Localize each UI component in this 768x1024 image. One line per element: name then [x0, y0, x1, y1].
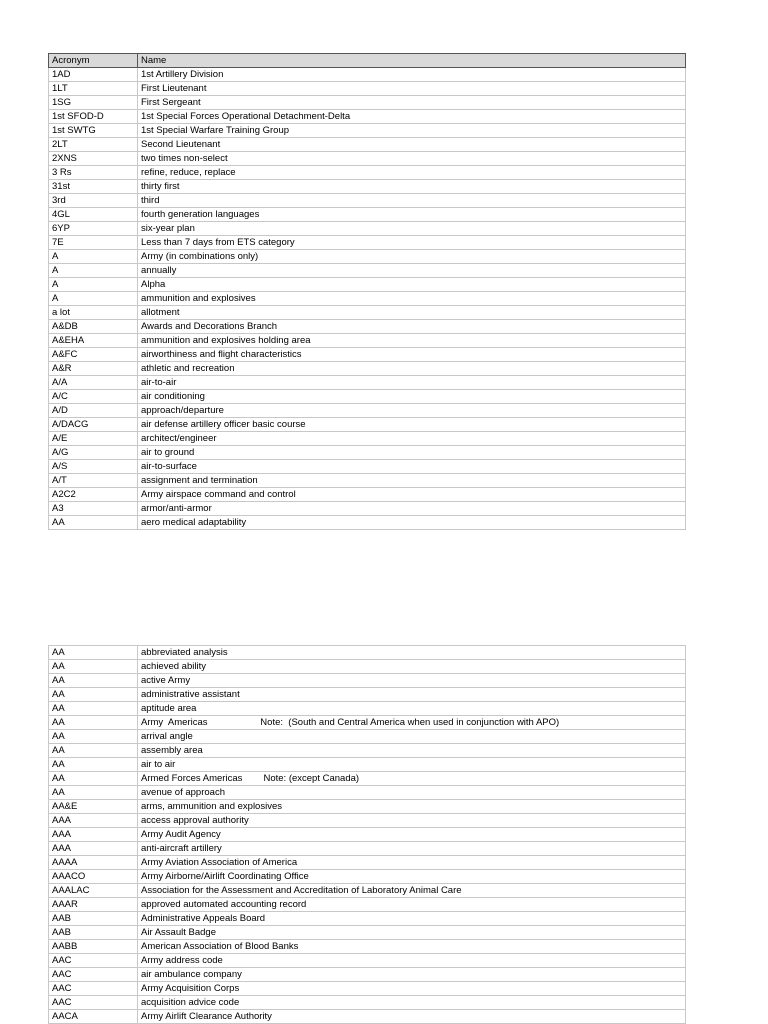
table-row: [49, 390, 686, 404]
table-row: [49, 222, 686, 236]
cell-name: approach/departure: [138, 404, 686, 418]
table-row: [49, 716, 686, 730]
cell-acronym: AA: [49, 702, 138, 716]
cell-name: Alpha: [138, 278, 686, 292]
table-row: [49, 292, 686, 306]
cell-name: air defense artillery officer basic course: [138, 418, 686, 432]
cell-name: air-to-air: [138, 376, 686, 390]
cell-acronym: AA: [49, 758, 138, 772]
header-name: Name: [138, 54, 686, 68]
cell-acronym: AAA: [49, 814, 138, 828]
cell-acronym: 2LT: [49, 138, 138, 152]
cell-name: allotment: [138, 306, 686, 320]
cell-acronym: A&R: [49, 362, 138, 376]
table-row: [49, 898, 686, 912]
cell-name: Army Americas Note: (South and Central America when used in conjunction with APO): [138, 716, 686, 730]
cell-name: Army airspace command and control: [138, 488, 686, 502]
cell-acronym: AAC: [49, 982, 138, 996]
cell-acronym: 1st SWTG: [49, 124, 138, 138]
cell-acronym: A&FC: [49, 348, 138, 362]
table-row: [49, 842, 686, 856]
cell-acronym: 1st SFOD-D: [49, 110, 138, 124]
table-row: [49, 208, 686, 222]
cell-name: Awards and Decorations Branch: [138, 320, 686, 334]
table-row: [49, 814, 686, 828]
cell-acronym: A/S: [49, 460, 138, 474]
table-row: [49, 96, 686, 110]
table-row: [49, 68, 686, 82]
table-row: [49, 362, 686, 376]
table-row: [49, 432, 686, 446]
cell-acronym: AA: [49, 646, 138, 660]
table-row: [49, 82, 686, 96]
cell-acronym: A3: [49, 502, 138, 516]
cell-acronym: A/DACG: [49, 418, 138, 432]
cell-name: avenue of approach: [138, 786, 686, 800]
cell-name: thirty first: [138, 180, 686, 194]
table-row: [49, 124, 686, 138]
cell-acronym: AAA: [49, 828, 138, 842]
cell-name: Army Audit Agency: [138, 828, 686, 842]
cell-acronym: AA&E: [49, 800, 138, 814]
cell-name: Less than 7 days from ETS category: [138, 236, 686, 250]
table-row: [49, 884, 686, 898]
acronym-table-top: [48, 53, 686, 530]
cell-acronym: 3rd: [49, 194, 138, 208]
cell-name: Association for the Assessment and Accreditation of Laboratory Animal Care: [138, 884, 686, 898]
cell-name: athletic and recreation: [138, 362, 686, 376]
table-row: [49, 138, 686, 152]
cell-name: achieved ability: [138, 660, 686, 674]
cell-name: First Sergeant: [138, 96, 686, 110]
cell-acronym: AA: [49, 716, 138, 730]
cell-name: Air Assault Badge: [138, 926, 686, 940]
cell-acronym: AAB: [49, 926, 138, 940]
table-row: [49, 926, 686, 940]
cell-acronym: 1LT: [49, 82, 138, 96]
cell-name: armor/anti-armor: [138, 502, 686, 516]
table-row: [49, 516, 686, 530]
table-row: [49, 954, 686, 968]
cell-acronym: A: [49, 278, 138, 292]
header-row: [49, 54, 686, 68]
cell-acronym: A/E: [49, 432, 138, 446]
table-row: [49, 404, 686, 418]
cell-name: 1st Special Forces Operational Detachment-Delta: [138, 110, 686, 124]
cell-name: air to air: [138, 758, 686, 772]
table-row: [49, 502, 686, 516]
table-row: [49, 306, 686, 320]
cell-name: Administrative Appeals Board: [138, 912, 686, 926]
table-row: [49, 334, 686, 348]
cell-acronym: AAACO: [49, 870, 138, 884]
table-row: [49, 180, 686, 194]
table-top-body: [49, 68, 686, 530]
table-row: [49, 646, 686, 660]
cell-name: ammunition and explosives: [138, 292, 686, 306]
table-row: [49, 194, 686, 208]
cell-acronym: AAAR: [49, 898, 138, 912]
cell-name: ammunition and explosives holding area: [138, 334, 686, 348]
table-row: [49, 110, 686, 124]
cell-name: Army address code: [138, 954, 686, 968]
cell-acronym: 1SG: [49, 96, 138, 110]
cell-name: third: [138, 194, 686, 208]
cell-name: abbreviated analysis: [138, 646, 686, 660]
cell-acronym: AA: [49, 772, 138, 786]
cell-name: architect/engineer: [138, 432, 686, 446]
cell-name: air ambulance company: [138, 968, 686, 982]
cell-acronym: AA: [49, 786, 138, 800]
table-row: [49, 996, 686, 1010]
cell-acronym: A/C: [49, 390, 138, 404]
table-row: [49, 674, 686, 688]
table-row: [49, 278, 686, 292]
cell-acronym: A&EHA: [49, 334, 138, 348]
cell-acronym: AA: [49, 660, 138, 674]
cell-acronym: AA: [49, 516, 138, 530]
table-row: [49, 236, 686, 250]
cell-acronym: AA: [49, 688, 138, 702]
cell-name: active Army: [138, 674, 686, 688]
cell-name: Army Acquisition Corps: [138, 982, 686, 996]
cell-name: Army Airborne/Airlift Coordinating Office: [138, 870, 686, 884]
table-row: [49, 828, 686, 842]
cell-acronym: AAC: [49, 968, 138, 982]
table-row: [49, 800, 686, 814]
table-row: [49, 744, 686, 758]
cell-name: 1st Artillery Division: [138, 68, 686, 82]
table-bottom-body: [49, 646, 686, 1024]
table-row: [49, 376, 686, 390]
table-row: [49, 660, 686, 674]
cell-name: Army Airlift Clearance Authority: [138, 1010, 686, 1024]
cell-acronym: AAAA: [49, 856, 138, 870]
acronym-table-bottom: [48, 645, 686, 1024]
table-row: [49, 320, 686, 334]
table-row: [49, 702, 686, 716]
cell-name: air-to-surface: [138, 460, 686, 474]
table-row: [49, 1010, 686, 1024]
cell-acronym: AAA: [49, 842, 138, 856]
cell-name: assignment and termination: [138, 474, 686, 488]
cell-acronym: AA: [49, 674, 138, 688]
cell-name: assembly area: [138, 744, 686, 758]
cell-acronym: 4GL: [49, 208, 138, 222]
cell-name: six-year plan: [138, 222, 686, 236]
table-row: [49, 348, 686, 362]
cell-acronym: AABB: [49, 940, 138, 954]
cell-acronym: 2XNS: [49, 152, 138, 166]
cell-acronym: A&DB: [49, 320, 138, 334]
cell-name: approved automated accounting record: [138, 898, 686, 912]
cell-name: acquisition advice code: [138, 996, 686, 1010]
cell-name: 1st Special Warfare Training Group: [138, 124, 686, 138]
table-row: [49, 968, 686, 982]
cell-name: fourth generation languages: [138, 208, 686, 222]
cell-acronym: A: [49, 292, 138, 306]
table-row: [49, 856, 686, 870]
cell-name: arrival angle: [138, 730, 686, 744]
cell-acronym: a lot: [49, 306, 138, 320]
cell-acronym: AAALAC: [49, 884, 138, 898]
cell-name: First Lieutenant: [138, 82, 686, 96]
cell-name: aptitude area: [138, 702, 686, 716]
cell-name: Army Aviation Association of America: [138, 856, 686, 870]
table-row: [49, 418, 686, 432]
cell-name: Second Lieutenant: [138, 138, 686, 152]
cell-name: American Association of Blood Banks: [138, 940, 686, 954]
cell-acronym: AAC: [49, 954, 138, 968]
cell-name: two times non-select: [138, 152, 686, 166]
table-row: [49, 772, 686, 786]
cell-name: Armed Forces Americas Note: (except Canada): [138, 772, 686, 786]
cell-acronym: A/D: [49, 404, 138, 418]
cell-acronym: AA: [49, 744, 138, 758]
cell-acronym: AACA: [49, 1010, 138, 1024]
cell-name: aero medical adaptability: [138, 516, 686, 530]
cell-acronym: 1AD: [49, 68, 138, 82]
header-acronym: Acronym: [49, 54, 138, 68]
cell-acronym: A/A: [49, 376, 138, 390]
cell-name: anti-aircraft artillery: [138, 842, 686, 856]
cell-acronym: AAC: [49, 996, 138, 1010]
table-row: [49, 250, 686, 264]
cell-acronym: 6YP: [49, 222, 138, 236]
table-row: [49, 474, 686, 488]
cell-acronym: A/T: [49, 474, 138, 488]
table-row: [49, 446, 686, 460]
table-row: [49, 152, 686, 166]
cell-acronym: A/G: [49, 446, 138, 460]
cell-name: administrative assistant: [138, 688, 686, 702]
table-row: [49, 730, 686, 744]
cell-name: arms, ammunition and explosives: [138, 800, 686, 814]
cell-name: access approval authority: [138, 814, 686, 828]
table-row: [49, 460, 686, 474]
cell-acronym: A: [49, 264, 138, 278]
table-row: [49, 982, 686, 996]
table-row: [49, 912, 686, 926]
cell-name: airworthiness and flight characteristics: [138, 348, 686, 362]
table-row: [49, 166, 686, 180]
cell-acronym: A: [49, 250, 138, 264]
table-row: [49, 758, 686, 772]
cell-name: annually: [138, 264, 686, 278]
cell-acronym: 31st: [49, 180, 138, 194]
cell-name: Army (in combinations only): [138, 250, 686, 264]
table-row: [49, 786, 686, 800]
table-row: [49, 488, 686, 502]
cell-acronym: AAB: [49, 912, 138, 926]
cell-acronym: A2C2: [49, 488, 138, 502]
table-row: [49, 940, 686, 954]
cell-acronym: AA: [49, 730, 138, 744]
table-row: [49, 264, 686, 278]
cell-name: refine, reduce, replace: [138, 166, 686, 180]
cell-name: air conditioning: [138, 390, 686, 404]
cell-name: air to ground: [138, 446, 686, 460]
cell-acronym: 7E: [49, 236, 138, 250]
cell-acronym: 3 Rs: [49, 166, 138, 180]
table-row: [49, 870, 686, 884]
table-row: [49, 688, 686, 702]
